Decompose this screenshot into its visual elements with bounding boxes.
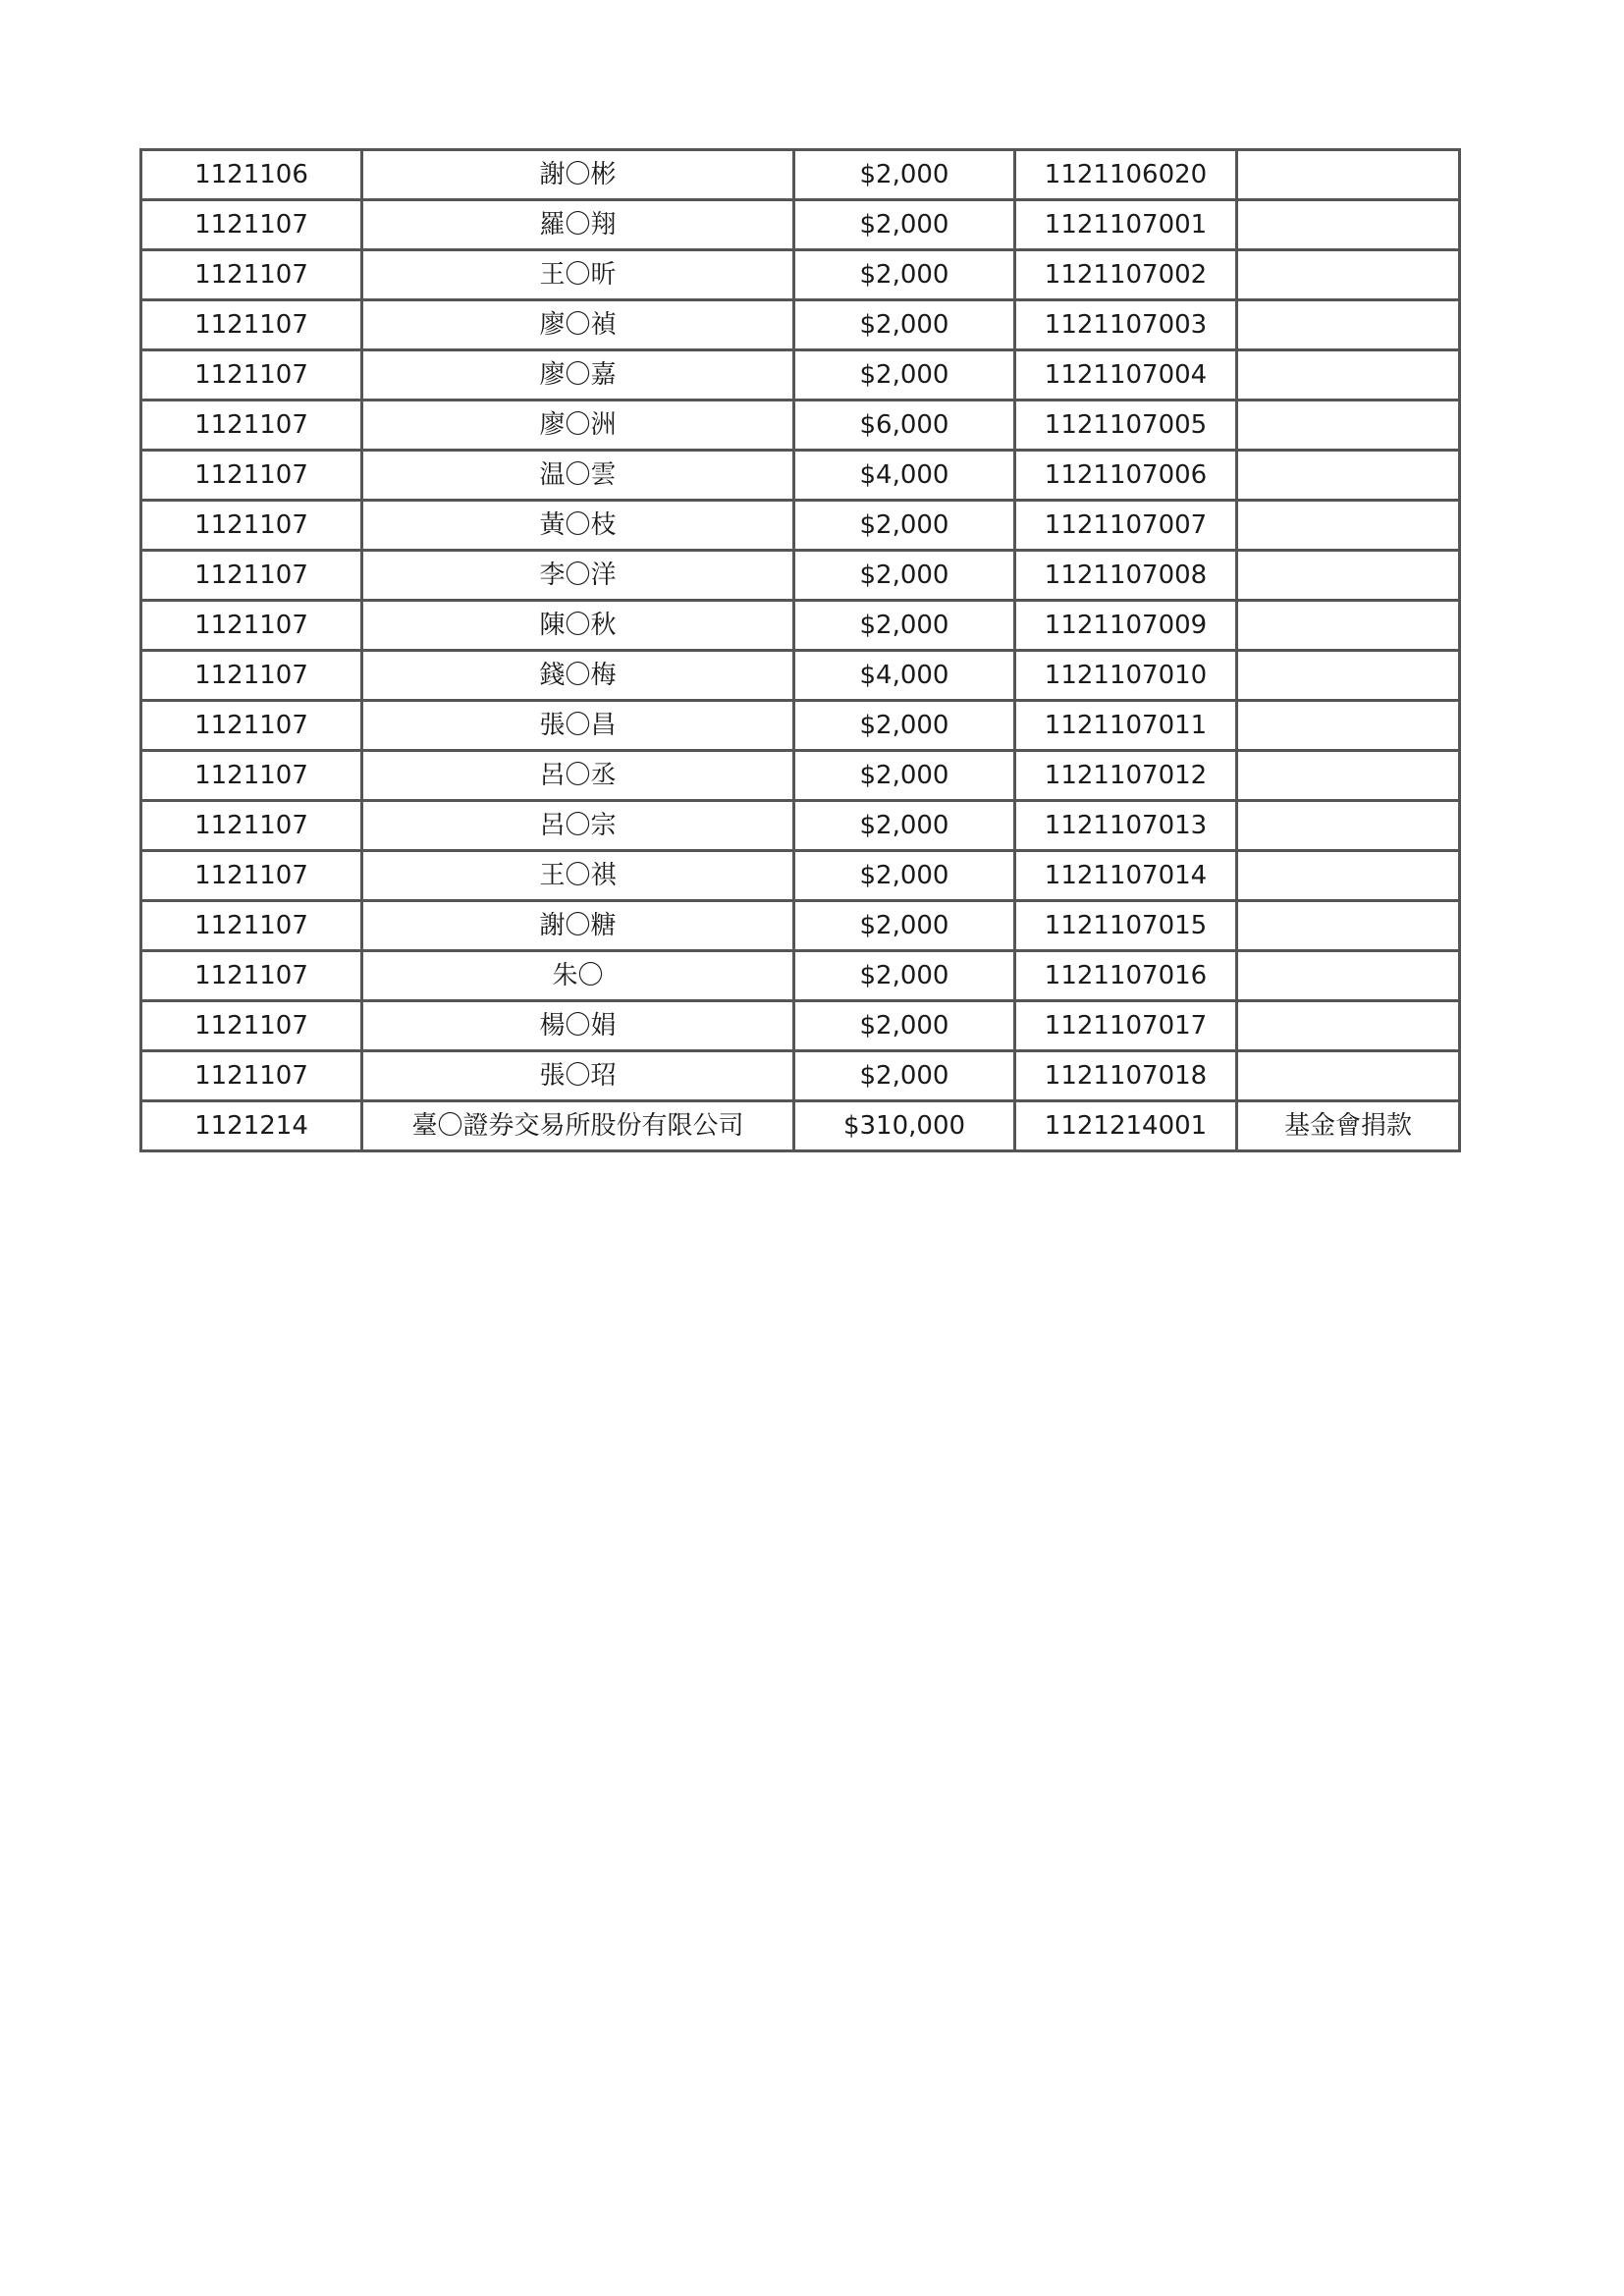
receipt-number-cell: 1121107011 — [1015, 701, 1237, 751]
amount-cell: $2,000 — [794, 1001, 1015, 1051]
date-cell: 1121106 — [141, 150, 362, 200]
receipt-number-cell: 1121107014 — [1015, 851, 1237, 901]
note-cell — [1237, 751, 1460, 801]
date-cell: 1121107 — [141, 501, 362, 551]
note-cell — [1237, 1001, 1460, 1051]
note-cell — [1237, 200, 1460, 250]
donor-name-cell: 謝〇糖 — [362, 901, 794, 951]
note-cell — [1237, 1051, 1460, 1101]
note-cell — [1237, 901, 1460, 951]
date-cell: 1121107 — [141, 601, 362, 651]
receipt-number-cell: 1121107005 — [1015, 400, 1237, 451]
receipt-number-cell: 1121107013 — [1015, 801, 1237, 851]
date-cell: 1121107 — [141, 400, 362, 451]
amount-cell: $2,000 — [794, 751, 1015, 801]
table-row — [141, 150, 1460, 200]
amount-cell: $2,000 — [794, 551, 1015, 601]
receipt-number-cell: 1121214001 — [1015, 1101, 1237, 1151]
date-cell: 1121107 — [141, 751, 362, 801]
note-cell — [1237, 250, 1460, 300]
date-cell: 1121107 — [141, 651, 362, 701]
donor-name-cell: 黃〇枝 — [362, 501, 794, 551]
amount-cell: $2,000 — [794, 150, 1015, 200]
donor-name-cell: 温〇雲 — [362, 451, 794, 501]
amount-cell: $2,000 — [794, 350, 1015, 400]
date-cell: 1121107 — [141, 801, 362, 851]
receipt-number-cell: 1121107002 — [1015, 250, 1237, 300]
receipt-number-cell: 1121107017 — [1015, 1001, 1237, 1051]
date-cell: 1121107 — [141, 200, 362, 250]
donor-name-cell: 臺〇證券交易所股份有限公司 — [362, 1101, 794, 1151]
table-row — [141, 751, 1460, 801]
table-row — [141, 300, 1460, 350]
receipt-number-cell: 1121107018 — [1015, 1051, 1237, 1101]
amount-cell: $2,000 — [794, 851, 1015, 901]
receipt-number-cell: 1121107008 — [1015, 551, 1237, 601]
receipt-number-cell: 1121107007 — [1015, 501, 1237, 551]
donor-name-cell: 呂〇宗 — [362, 801, 794, 851]
amount-cell: $2,000 — [794, 701, 1015, 751]
receipt-number-cell: 1121107015 — [1015, 901, 1237, 951]
table-row — [141, 801, 1460, 851]
donation-table-body — [141, 150, 1460, 1151]
table-row — [141, 951, 1460, 1001]
donor-name-cell: 李〇洋 — [362, 551, 794, 601]
table-row — [141, 651, 1460, 701]
amount-cell: $2,000 — [794, 951, 1015, 1001]
donor-name-cell: 王〇昕 — [362, 250, 794, 300]
donor-name-cell: 廖〇洲 — [362, 400, 794, 451]
note-cell — [1237, 651, 1460, 701]
receipt-number-cell: 1121107001 — [1015, 200, 1237, 250]
table-row — [141, 1101, 1460, 1151]
receipt-number-cell: 1121107012 — [1015, 751, 1237, 801]
donor-name-cell: 楊〇娟 — [362, 1001, 794, 1051]
donor-name-cell: 謝〇彬 — [362, 150, 794, 200]
donation-table — [139, 148, 1461, 1152]
date-cell: 1121107 — [141, 1001, 362, 1051]
table-row — [141, 901, 1460, 951]
note-cell: 基金會捐款 — [1237, 1101, 1460, 1151]
table-row — [141, 250, 1460, 300]
date-cell: 1121107 — [141, 300, 362, 350]
donor-name-cell: 王〇祺 — [362, 851, 794, 901]
table-row — [141, 501, 1460, 551]
receipt-number-cell: 1121107010 — [1015, 651, 1237, 701]
amount-cell: $2,000 — [794, 601, 1015, 651]
donor-name-cell: 張〇玿 — [362, 1051, 794, 1101]
table-row — [141, 601, 1460, 651]
amount-cell: $4,000 — [794, 651, 1015, 701]
receipt-number-cell: 1121106020 — [1015, 150, 1237, 200]
table-row — [141, 1051, 1460, 1101]
date-cell: 1121107 — [141, 1051, 362, 1101]
note-cell — [1237, 601, 1460, 651]
donor-name-cell: 朱〇 — [362, 951, 794, 1001]
note-cell — [1237, 851, 1460, 901]
date-cell: 1121107 — [141, 551, 362, 601]
amount-cell: $310,000 — [794, 1101, 1015, 1151]
note-cell — [1237, 150, 1460, 200]
table-row — [141, 350, 1460, 400]
note-cell — [1237, 551, 1460, 601]
amount-cell: $2,000 — [794, 801, 1015, 851]
amount-cell: $2,000 — [794, 200, 1015, 250]
donor-name-cell: 廖〇禎 — [362, 300, 794, 350]
note-cell — [1237, 701, 1460, 751]
note-cell — [1237, 350, 1460, 400]
donor-name-cell: 陳〇秋 — [362, 601, 794, 651]
note-cell — [1237, 300, 1460, 350]
receipt-number-cell: 1121107009 — [1015, 601, 1237, 651]
date-cell: 1121107 — [141, 250, 362, 300]
date-cell: 1121214 — [141, 1101, 362, 1151]
receipt-number-cell: 1121107006 — [1015, 451, 1237, 501]
note-cell — [1237, 451, 1460, 501]
amount-cell: $2,000 — [794, 1051, 1015, 1101]
donor-name-cell: 羅〇翔 — [362, 200, 794, 250]
table-row — [141, 701, 1460, 751]
receipt-number-cell: 1121107016 — [1015, 951, 1237, 1001]
table-row — [141, 451, 1460, 501]
table-row — [141, 551, 1460, 601]
date-cell: 1121107 — [141, 350, 362, 400]
note-cell — [1237, 801, 1460, 851]
amount-cell: $6,000 — [794, 400, 1015, 451]
donor-name-cell: 張〇昌 — [362, 701, 794, 751]
note-cell — [1237, 951, 1460, 1001]
amount-cell: $2,000 — [794, 300, 1015, 350]
date-cell: 1121107 — [141, 851, 362, 901]
date-cell: 1121107 — [141, 701, 362, 751]
amount-cell: $2,000 — [794, 901, 1015, 951]
table-row — [141, 1001, 1460, 1051]
note-cell — [1237, 400, 1460, 451]
donor-name-cell: 廖〇嘉 — [362, 350, 794, 400]
amount-cell: $2,000 — [794, 501, 1015, 551]
table-row — [141, 200, 1460, 250]
table-row — [141, 400, 1460, 451]
amount-cell: $4,000 — [794, 451, 1015, 501]
amount-cell: $2,000 — [794, 250, 1015, 300]
receipt-number-cell: 1121107003 — [1015, 300, 1237, 350]
date-cell: 1121107 — [141, 951, 362, 1001]
donor-name-cell: 錢〇梅 — [362, 651, 794, 701]
note-cell — [1237, 501, 1460, 551]
date-cell: 1121107 — [141, 901, 362, 951]
receipt-number-cell: 1121107004 — [1015, 350, 1237, 400]
table-row — [141, 851, 1460, 901]
donor-name-cell: 呂〇丞 — [362, 751, 794, 801]
date-cell: 1121107 — [141, 451, 362, 501]
